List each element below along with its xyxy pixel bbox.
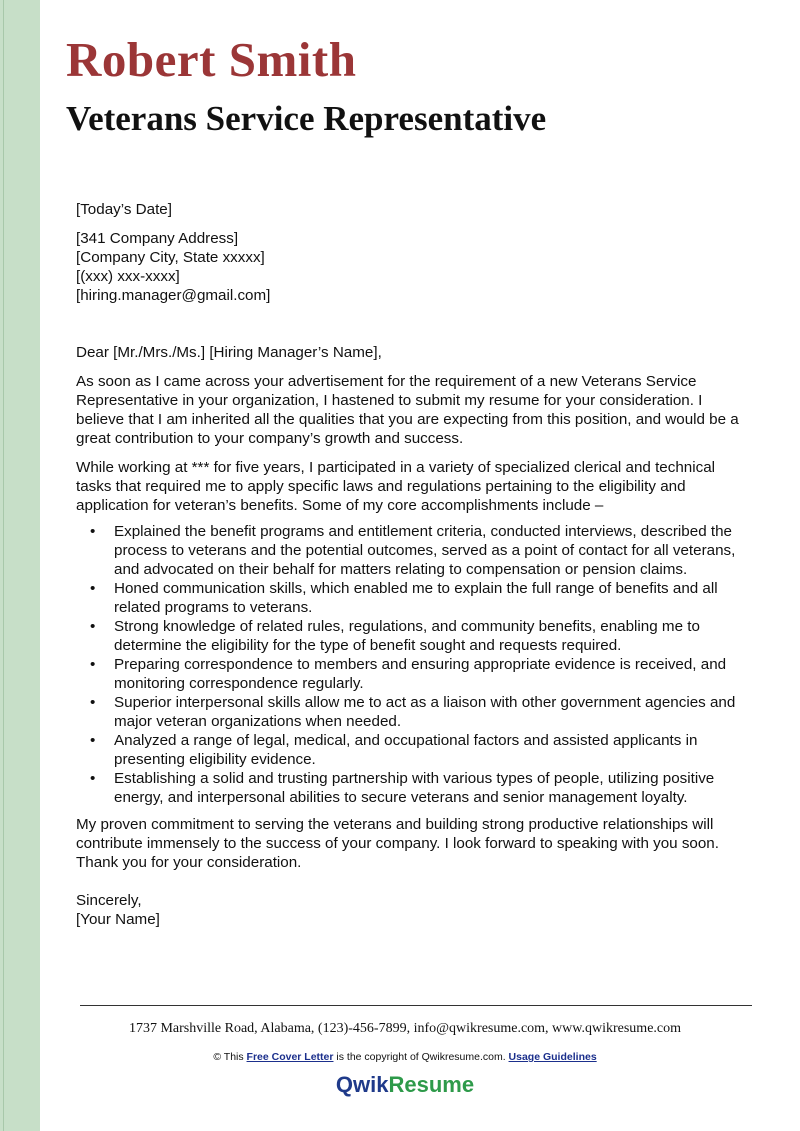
footer-contact: 1737 Marshville Road, Alabama, (123)-456-7899, info@qwikresume.com, www.qwikresume.com	[128, 1021, 682, 1036]
letter-body	[76, 200, 748, 929]
logo-part-resume: Resume	[388, 1072, 475, 1097]
address-line: [Company City, State xxxxx]	[76, 249, 265, 266]
experience-paragraph: While working at *** for five years, I participated in a variety of specialized clerical and technical tasks that required me to apply specific laws and regulations pertaining to the eligibility and application for veteran’s benefits. Some of my core accomplishments include –	[76, 459, 716, 514]
decorative-sidebar	[0, 0, 40, 1131]
list-item: • Explained the benefit programs and entitlement criteria, conducted interviews, described the process to veterans and the potential outcomes, served as a point of contact for all veterans, and advocated on their behalf for matters relating to compensation or pension claims.	[114, 522, 748, 579]
address-line: [341 Company Address]	[76, 230, 239, 247]
usage-guidelines-link[interactable]: Usage Guidelines	[508, 1051, 597, 1063]
list-item: • Analyzed a range of legal, medical, and occupational factors and assisted applicants in presenting eligibility evidence.	[114, 731, 748, 769]
list-item: • Strong knowledge of related rules, regulations, and community benefits, enabling me to determine the eligibility for the type of benefit sought and requests required.	[114, 617, 748, 655]
signature: [Your Name]	[76, 911, 160, 928]
address-line: [(xxx) xxx-xxxx]	[76, 268, 180, 285]
logo-part-qwik: Qwik	[335, 1072, 389, 1097]
copyright-prefix: © This	[213, 1051, 247, 1063]
recipient-address	[76, 229, 748, 305]
copyright-notice	[80, 1050, 730, 1064]
accomplishments-list	[76, 522, 748, 807]
list-item: • Preparing correspondence to members and ensuring appropriate evidence is received, and monitoring correspondence regularly.	[114, 655, 748, 693]
address-line: [hiring.manager@gmail.com]	[76, 287, 271, 304]
closing-paragraph: My proven commitment to serving the veterans and building strong productive relationships will contribute immensely to the success of your company. I look forward to speaking with you soon. Thank you for your consideration.	[76, 816, 719, 871]
job-title: Veterans Service Representative	[66, 99, 547, 138]
copyright-middle: is the copyright of Qwikresume.com.	[333, 1051, 509, 1063]
list-item: • Superior interpersonal skills allow me to act as a liaison with other government agencies and major veteran organizations when needed.	[114, 693, 748, 731]
intro-paragraph: As soon as I came across your advertisement for the requirement of a new Veterans Service Representative in your organization, I hastened to submit my resume for your consideration. I believe that I am inherited all the qualities that you are expecting from this position, and would be a great contribution to your company’s growth and success.	[76, 373, 739, 447]
list-item: • Honed communication skills, which enabled me to explain the full range of benefits and all related programs to veterans.	[114, 579, 748, 617]
letter-date: [Today’s Date]	[76, 201, 172, 218]
free-cover-letter-link[interactable]: Free Cover Letter	[246, 1051, 334, 1063]
sign-off: Sincerely,	[76, 892, 142, 909]
sidebar-line	[3, 0, 4, 1131]
footer-divider	[80, 1005, 752, 1006]
applicant-name: Robert Smith	[66, 32, 357, 87]
salutation: Dear [Mr./Mrs./Ms.] [Hiring Manager’s Name],	[76, 344, 382, 361]
qwikresume-logo	[80, 1070, 730, 1100]
list-item: • Establishing a solid and trusting partnership with various types of people, utilizing positive energy, and interpersonal abilities to secure veterans and senior management loyalty.	[114, 769, 748, 807]
